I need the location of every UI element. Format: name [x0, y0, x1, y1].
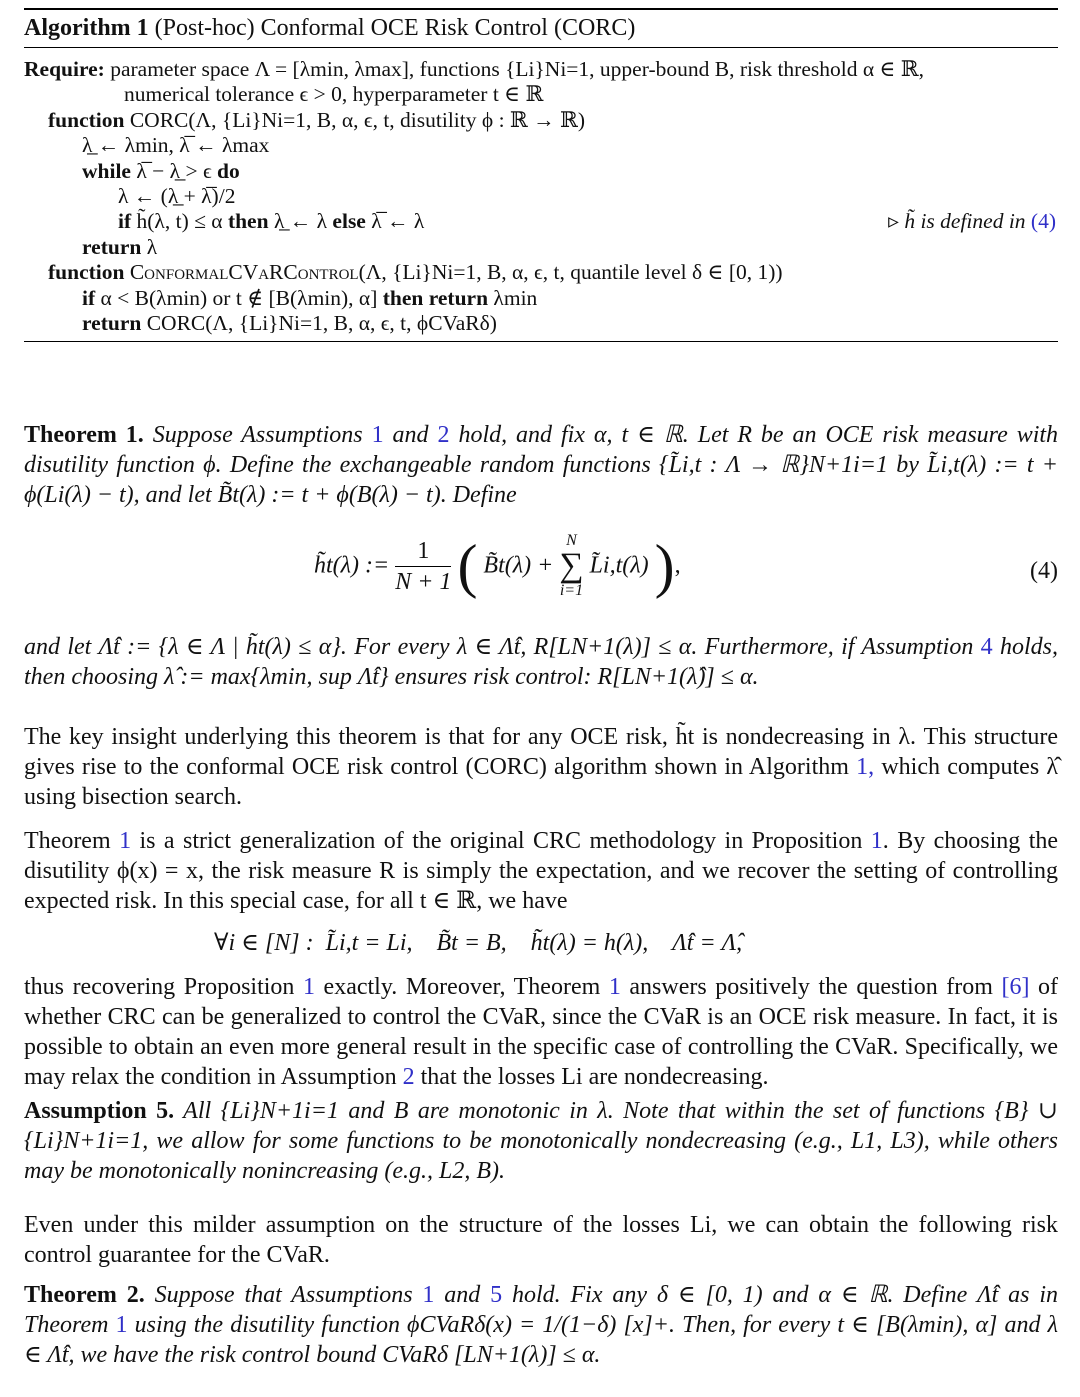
equation-ref-link[interactable]: (4) [1030, 209, 1056, 234]
cvar-if-return: λmin [493, 285, 538, 310]
para-3-c: answers positively the question from [629, 974, 993, 1000]
para-3-b: exactly. Moreover, Theorem [323, 974, 601, 1000]
assumption-1-link-2[interactable]: 1 [422, 1282, 435, 1308]
alg-if-line [24, 209, 1058, 234]
alg-require-cont: numerical tolerance ϵ > 0, hyperparameter t ∈ ℝ [124, 82, 544, 107]
then-return-keyword: then return [382, 285, 489, 310]
theorem-2-d: using the disutility function ϕCVaRδ(x) = 1/(1−δ) [x]+. Then, for every t ∈ [B(λmin), α] and [134, 1312, 1041, 1338]
algorithm-title [24, 10, 1058, 47]
assumption-2-link[interactable]: 2 [437, 422, 450, 448]
para-2-c: . By choosing the disutility ϕ(x) = x, the risk measure R is simply the expectation, and we recover the setting of controlling expected risk. In this special case, for all t ∈ ℝ, we have [24, 828, 1059, 914]
return-keyword: return [82, 234, 142, 259]
if-then-branch: λ̲ ← λ [273, 209, 328, 234]
assumption-5-link[interactable]: 5 [490, 1282, 503, 1308]
alg-comment [888, 209, 1056, 234]
theorem-1-label: Theorem 1. [24, 422, 144, 448]
alg-cvar-return-line [24, 311, 1058, 336]
alg-function-cvar [24, 260, 1058, 285]
function-keyword-2: function [48, 260, 125, 285]
algorithm-box [24, 8, 1058, 342]
theorem-1-link-3[interactable]: 1 [115, 1312, 128, 1338]
function-keyword: function [48, 107, 125, 132]
comment-text: ▹ h̃ is defined in [888, 209, 1026, 234]
eq-sum-bottom: i=1 [559, 582, 584, 599]
theorem-2-a: Suppose that Assumptions [154, 1282, 413, 1308]
alg-cvar-if-line [24, 286, 1058, 311]
cvar-return-value: CORC(Λ, {Li}Ni=1, B, α, ϵ, t, ϕCVaRδ) [146, 310, 497, 335]
if-else-branch: λ̅ ← λ [371, 209, 425, 234]
algorithm-bottom-rule [24, 341, 1058, 342]
if-condition: h̃(λ, t) ≤ α [136, 209, 223, 234]
eq-left-paren: ( [457, 533, 478, 599]
algorithm-body [24, 48, 1058, 341]
theorem-1-text-c2a: Assumption [861, 634, 974, 660]
alg-require-line [24, 57, 1058, 82]
corc-signature: CORC(Λ, {Li}Ni=1, B, α, ϵ, t, disutility ϕ : ℝ → ℝ) [129, 107, 586, 132]
eq-l-term: L̃i,t(λ) [589, 552, 649, 579]
sum-icon: ∑ [559, 547, 584, 584]
para-2-b: is a strict generalization of the original CRC methodology in Proposition [139, 828, 863, 854]
while-condition: λ̅ − λ̲ > ϵ [136, 158, 212, 183]
paragraph-3 [24, 972, 1058, 1092]
require-keyword: Require: [24, 57, 105, 81]
theorem-1-conclusion [24, 632, 1058, 692]
algorithm-1-link[interactable]: 1, [856, 754, 875, 780]
para-1-text-2: which computes λ̂ using bisection search. [24, 754, 1059, 810]
if-keyword-2: if [82, 285, 96, 310]
eq-sum [559, 532, 583, 600]
return-value: λ [146, 234, 158, 259]
alg-return-line [24, 235, 1058, 260]
then-keyword: then [227, 209, 269, 234]
para-1-text: The key insight underlying this theorem is that for any OCE risk, h̃t is nondecreasing in λ. This structure gives rise to the conformal OCE risk control (CORC) algorithm shown in Algorithm [24, 724, 1058, 780]
paragraph-1 [24, 722, 1058, 812]
while-keyword: while [82, 158, 131, 183]
alg-function-corc [24, 108, 1058, 133]
theorem-2 [24, 1280, 1058, 1370]
if-keyword: if [118, 209, 132, 234]
para-3-e: that the losses Li are nondecreasing. [420, 1064, 769, 1090]
equation-4 [24, 532, 1058, 612]
else-keyword: else [332, 209, 366, 234]
cvar-function-name: ConformalCVaRControl [129, 260, 359, 285]
assumption-1-link[interactable]: 1 [371, 422, 384, 448]
theorem-2-c: Theorem [24, 1312, 109, 1338]
return-keyword-2: return [82, 310, 142, 335]
theorem-1-link-2[interactable]: 1 [608, 974, 621, 1000]
citation-6-link[interactable]: [6] [1001, 974, 1030, 1000]
assumption-4-link[interactable]: 4 [980, 634, 993, 660]
theorem-2-e: λ ∈ Λ̂t, we have the risk control bound CVaRδ [LN+1(λ)] ≤ α. [24, 1312, 1059, 1368]
paragraph-4 [24, 1210, 1058, 1270]
theorem-2-b: hold. Fix any δ ∈ [0, 1) and α ∈ ℝ. Define Λ̂t as in [511, 1282, 1059, 1308]
theorem-1-and: and [392, 422, 429, 448]
eq-fraction-denominator: N + 1 [395, 568, 452, 595]
theorem-1-text-c2b: holds, then choosing λ̂ := max{λmin, sup Λ̂t} ensures risk control: R[LN+1(λ̂)] ≤ α. [24, 634, 1059, 690]
eq-fraction [395, 536, 451, 597]
assumption-5-text: All {Li}N+1i=1 and B are monotonic in λ. Note that within the set of functions {B} ∪ {Li}N+1i=1, we allow for some functions to be monotonically nondecreasing (e.g., L1, L3), while others may be monotonically nonincreasing (e.g., L2, B). [24, 1098, 1058, 1184]
alg-mid-line: λ ← (λ̲ + λ̅)/2 [118, 183, 236, 208]
theorem-1 [24, 420, 1058, 510]
equation-body: h̃t(λ) := $\frac{1}{N + 1}$ ( B̃t(λ) + N ∑ i=1 L̃i,t(λ) ), [314, 532, 681, 599]
cvar-if-condition: α < B(λmin) or t ∉ [B(λmin), α] [100, 285, 378, 310]
eq-right-paren: ) [654, 533, 675, 599]
proposition-1-link[interactable]: 1 [870, 828, 883, 854]
do-keyword: do [217, 158, 240, 183]
para-3-d: of whether CRC can be generalized to control the CVaR, since the CVaR is an OCE risk measure. In fact, it is possible to obtain an even more general result in the specific case of controlling the CVaR. Specifically, we may relax the condition in Assumption [24, 974, 1059, 1090]
theorem-1-text-a: Suppose Assumptions [152, 422, 363, 448]
assumption-5 [24, 1096, 1058, 1186]
display-equation [24, 928, 1058, 958]
assumption-5-label: Assumption 5. [24, 1098, 175, 1124]
eq-fraction-numerator: 1 [395, 536, 451, 567]
algorithm-label: Algorithm 1 [24, 15, 149, 41]
theorem-1-text-c1: and let Λ̂t := {λ ∈ Λ | h̃t(λ) ≤ α}. For every λ ∈ Λ̂t, R[LN+1(λ)] ≤ α. Furthermore, if [24, 634, 855, 660]
algorithm-title-text: (Post-hoc) Conformal OCE Risk Control (CORC) [154, 15, 636, 41]
para-2-a: Theorem [24, 828, 111, 854]
eq-sum-top: N [566, 532, 577, 549]
paragraph-2 [24, 826, 1058, 916]
eq-lhs: h̃t(λ) := [314, 552, 390, 579]
theorem-1-link[interactable]: 1 [119, 828, 132, 854]
proposition-1-link-2[interactable]: 1 [302, 974, 315, 1000]
alg-init-line: λ̲ ← λmin, λ̅ ← λmax [82, 133, 270, 158]
para-3-a: thus recovering Proposition [24, 974, 295, 1000]
theorem-2-label: Theorem 2. [24, 1282, 145, 1308]
require-text: parameter space Λ = [λmin, λmax], functions {Li}Ni=1, upper-bound B, risk threshold α ∈ ℝ, [110, 57, 925, 81]
assumption-2-link-2[interactable]: 2 [402, 1064, 415, 1090]
theorem-1-text-b: hold, and fix α, t ∈ ℝ. Let R be an OCE risk measure with disutility function ϕ. Define the exchangeable random functions {L̃i,t : Λ → ℝ}N+1i=1 by L̃i,t(λ) := t + ϕ(Li(λ) − t), and let B̃t(λ) := t + ϕ(B(λ) − t). Define [24, 422, 1059, 508]
para-4-text: Even under this milder assumption on the structure of the losses Li, we can obtain the following risk control guarantee for the CVaR. [24, 1212, 1058, 1268]
alg-while-line [24, 159, 1058, 184]
eq-tag: (4) [1030, 558, 1058, 584]
cvar-signature: (Λ, {Li}Ni=1, B, α, ϵ, t, quantile level δ ∈ [0, 1)) [358, 260, 783, 285]
display-equation-text: ∀i ∈ [N] : L̃i,t = Li, B̃t = B, h̃t(λ) = h(λ), Λ̂t = Λ̂, [214, 930, 743, 956]
eq-b-term: B̃t(λ) + [483, 552, 554, 579]
theorem-2-and: and [444, 1282, 481, 1308]
